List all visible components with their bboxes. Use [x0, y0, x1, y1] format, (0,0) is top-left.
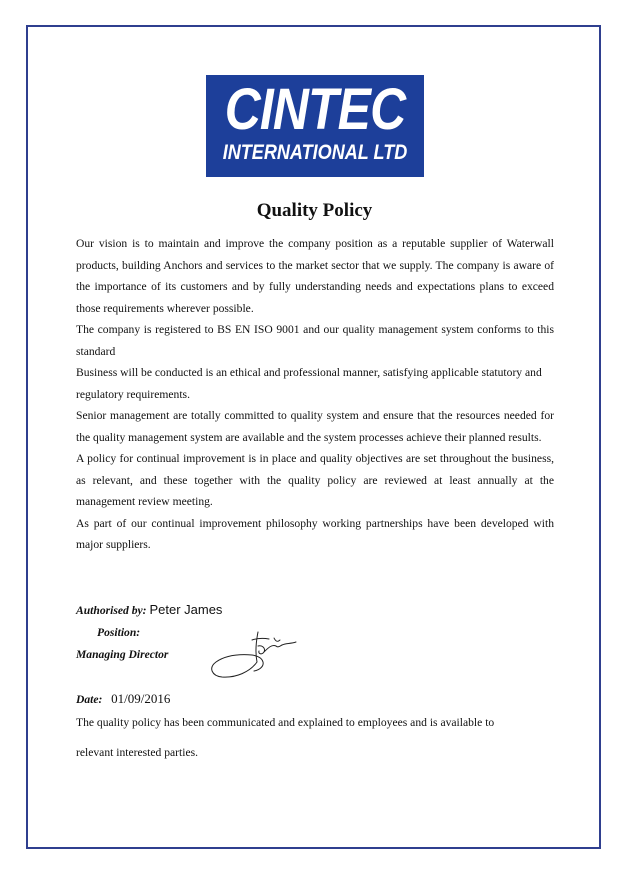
date-value: 01/09/2016 [111, 691, 171, 706]
policy-body [76, 233, 554, 556]
footer-line-1: The quality policy has been communicated and explained to employees and is available to [76, 716, 495, 729]
policy-paragraph: The company is registered to BS EN ISO 9001 and our quality management system conforms to this standard [76, 323, 554, 358]
authorised-by-label: Authorised by: [76, 604, 147, 617]
document-title: Quality Policy [256, 200, 373, 221]
policy-paragraph: A policy for continual improvement is in place and quality objectives are set throughout the business, as relevant, and these together with the quality policy are reviewed at least annually at the management review meeting. [76, 452, 554, 508]
footer-line-2: relevant interested parties. [76, 746, 199, 759]
position-label: Position: [97, 626, 141, 639]
position-value: Managing Director [76, 648, 169, 661]
policy-paragraph: Senior management are totally committed to quality system and ensure that the resources needed for the quality management system are available and the system processes achieve their planned results. [76, 409, 554, 444]
logo-sub-text: INTERNATIONAL LTD [222, 141, 408, 164]
signature-image [206, 628, 308, 682]
policy-paragraph: As part of our continual improvement philosophy working partnerships have been developed with major suppliers. [76, 516, 554, 551]
date-label: Date: [76, 693, 103, 706]
authorised-by-line [76, 602, 222, 617]
logo-main-text: CINTEC [224, 77, 406, 142]
policy-paragraph: Our vision is to maintain and improve the company position as a reputable supplier of Waterwall products, building Anchors and services to the market sector that we supply. The company is aware of the importance of its customers and by fully understanding needs and expectations plans to exceed those requirements wherever possible. [76, 237, 554, 315]
company-logo [206, 75, 424, 177]
date-line [76, 691, 170, 707]
policy-paragraph: Business will be conducted is an ethical and professional manner, satisfying applicable statutory and regulatory requirements. [76, 366, 542, 401]
authorised-by-name: Peter James [149, 602, 223, 617]
